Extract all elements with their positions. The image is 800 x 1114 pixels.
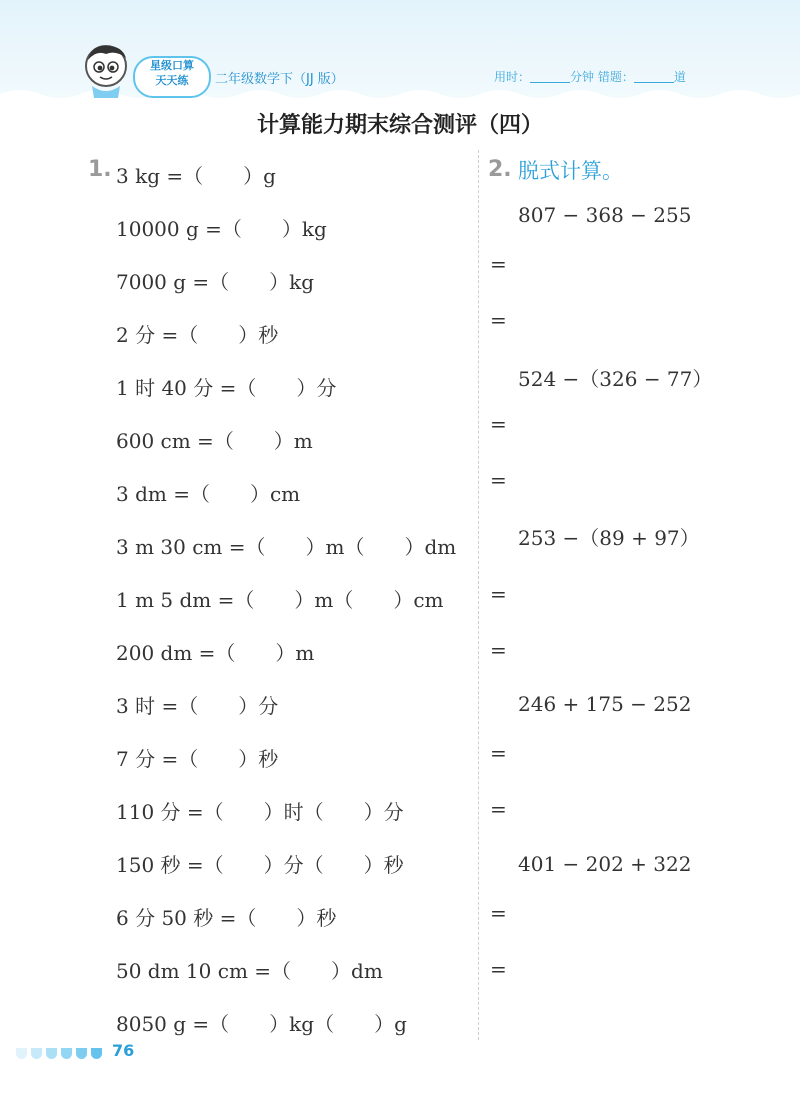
conversion-item: 7 分 =（ ）秒 [116, 747, 279, 771]
conversion-item: 10000 g =（ ）kg [116, 217, 327, 241]
equals-sign: = [490, 468, 507, 492]
count-label: 道 [673, 70, 686, 84]
conversion-item: 600 cm =（ ）m [116, 429, 313, 453]
equals-sign: = [490, 252, 507, 276]
expression: 246 + 175 − 252 [518, 692, 692, 716]
conversion-item: 3 时 =（ ）分 [116, 694, 279, 718]
equals-sign: = [490, 582, 507, 606]
footer-dot [76, 1048, 87, 1059]
badge-line-2: 天天练 [155, 74, 189, 87]
footer-decoration [16, 1044, 106, 1060]
equals-sign: = [490, 412, 507, 436]
errors-blank [634, 70, 674, 83]
conversion-item: 200 dm =（ ）m [116, 641, 315, 665]
conversion-item: 3 m 30 cm =（ ）m（ ）dm [116, 535, 457, 559]
time-used-label: 用时： [494, 70, 531, 84]
book-label: 二年级数学下（JJ 版） [215, 72, 344, 87]
conversion-item: 6 分 50 秒 =（ ）秒 [116, 906, 337, 930]
mascot-icon [78, 40, 138, 100]
question-2-number: 2. [488, 157, 512, 182]
badge-line-1: 星级口算 [150, 59, 194, 72]
footer-dot [31, 1048, 42, 1059]
equals-sign: = [490, 741, 507, 765]
conversion-item: 110 分 =（ ）时（ ）分 [116, 800, 404, 824]
question-2-title: 脱式计算。 [518, 159, 623, 183]
conversion-item: 3 dm =（ ）cm [116, 482, 301, 506]
time-record [494, 68, 686, 85]
conversion-item: 150 秒 =（ ）分（ ）秒 [116, 853, 404, 877]
expression: 524 −（326 − 77） [518, 367, 713, 391]
conversion-item: 2 分 =（ ）秒 [116, 323, 279, 347]
errors-label: 错题： [597, 70, 634, 84]
expression: 807 − 368 − 255 [518, 203, 692, 227]
column-divider [478, 150, 479, 1040]
equals-sign: = [490, 957, 507, 981]
footer-dot [91, 1048, 102, 1059]
conversion-item: 8050 g =（ ）kg（ ）g [116, 1012, 407, 1036]
page-number: 76 [112, 1041, 135, 1060]
question-1-number: 1. [88, 157, 112, 182]
expression: 401 − 202 + 322 [518, 852, 692, 876]
minutes-label: 分钟 [570, 70, 595, 84]
conversion-item: 1 m 5 dm =（ ）m（ ）cm [116, 588, 444, 612]
conversion-item: 50 dm 10 cm =（ ）dm [116, 959, 383, 983]
equals-sign: = [490, 901, 507, 925]
time-blank [530, 70, 570, 83]
series-badge [133, 56, 211, 98]
conversion-item: 7000 g =（ ）kg [116, 270, 315, 294]
footer-dot [46, 1048, 57, 1059]
equals-sign: = [490, 638, 507, 662]
footer-dot [16, 1048, 27, 1059]
expression: 253 −（89 + 97） [518, 526, 700, 550]
footer-dot [61, 1048, 72, 1059]
conversion-item: 1 时 40 分 =（ ）分 [116, 376, 337, 400]
page-title: 计算能力期末综合测评（四） [256, 113, 543, 138]
equals-sign: = [490, 797, 507, 821]
equals-sign: = [490, 308, 507, 332]
conversion-item: 3 kg =（ ）g [116, 164, 276, 188]
